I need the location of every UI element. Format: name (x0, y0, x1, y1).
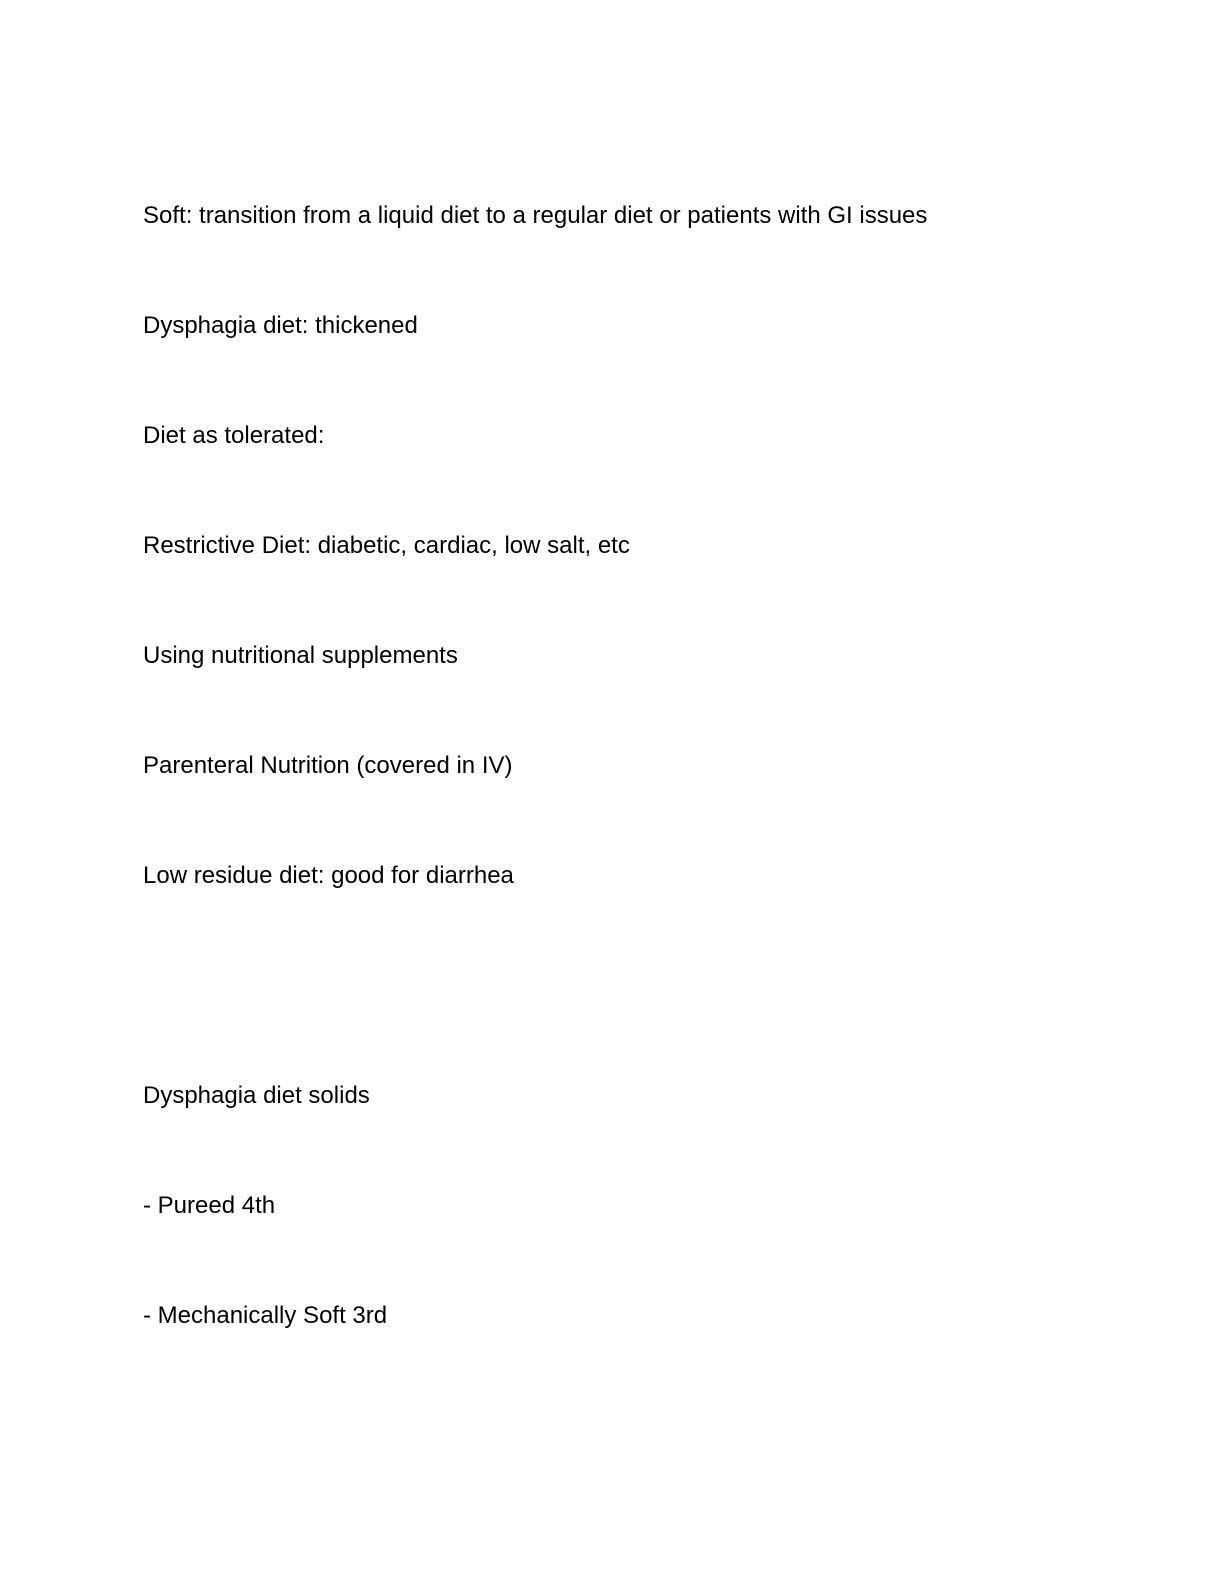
text-line-pureed: - Pureed 4th (143, 1192, 276, 1219)
text-line-dysphagia-solids: Dysphagia diet solids (143, 1082, 370, 1109)
text-line-diet-as-tolerated: Diet as tolerated: (143, 422, 325, 449)
text-line-dysphagia-diet: Dysphagia diet: thickened (143, 312, 418, 339)
text-line-low-residue-diet: Low residue diet: good for diarrhea (143, 862, 514, 889)
text-line-mechanically-soft: - Mechanically Soft 3rd (143, 1302, 388, 1329)
text-line-parenteral-nutrition: Parenteral Nutrition (covered in IV) (143, 752, 513, 779)
text-line-soft-diet: Soft: transition from a liquid diet to a regular diet or patients with GI issues (143, 202, 928, 229)
text-line-restrictive-diet: Restrictive Diet: diabetic, cardiac, low salt, etc (143, 532, 630, 559)
text-line-nutritional-supplements: Using nutritional supplements (143, 642, 458, 669)
